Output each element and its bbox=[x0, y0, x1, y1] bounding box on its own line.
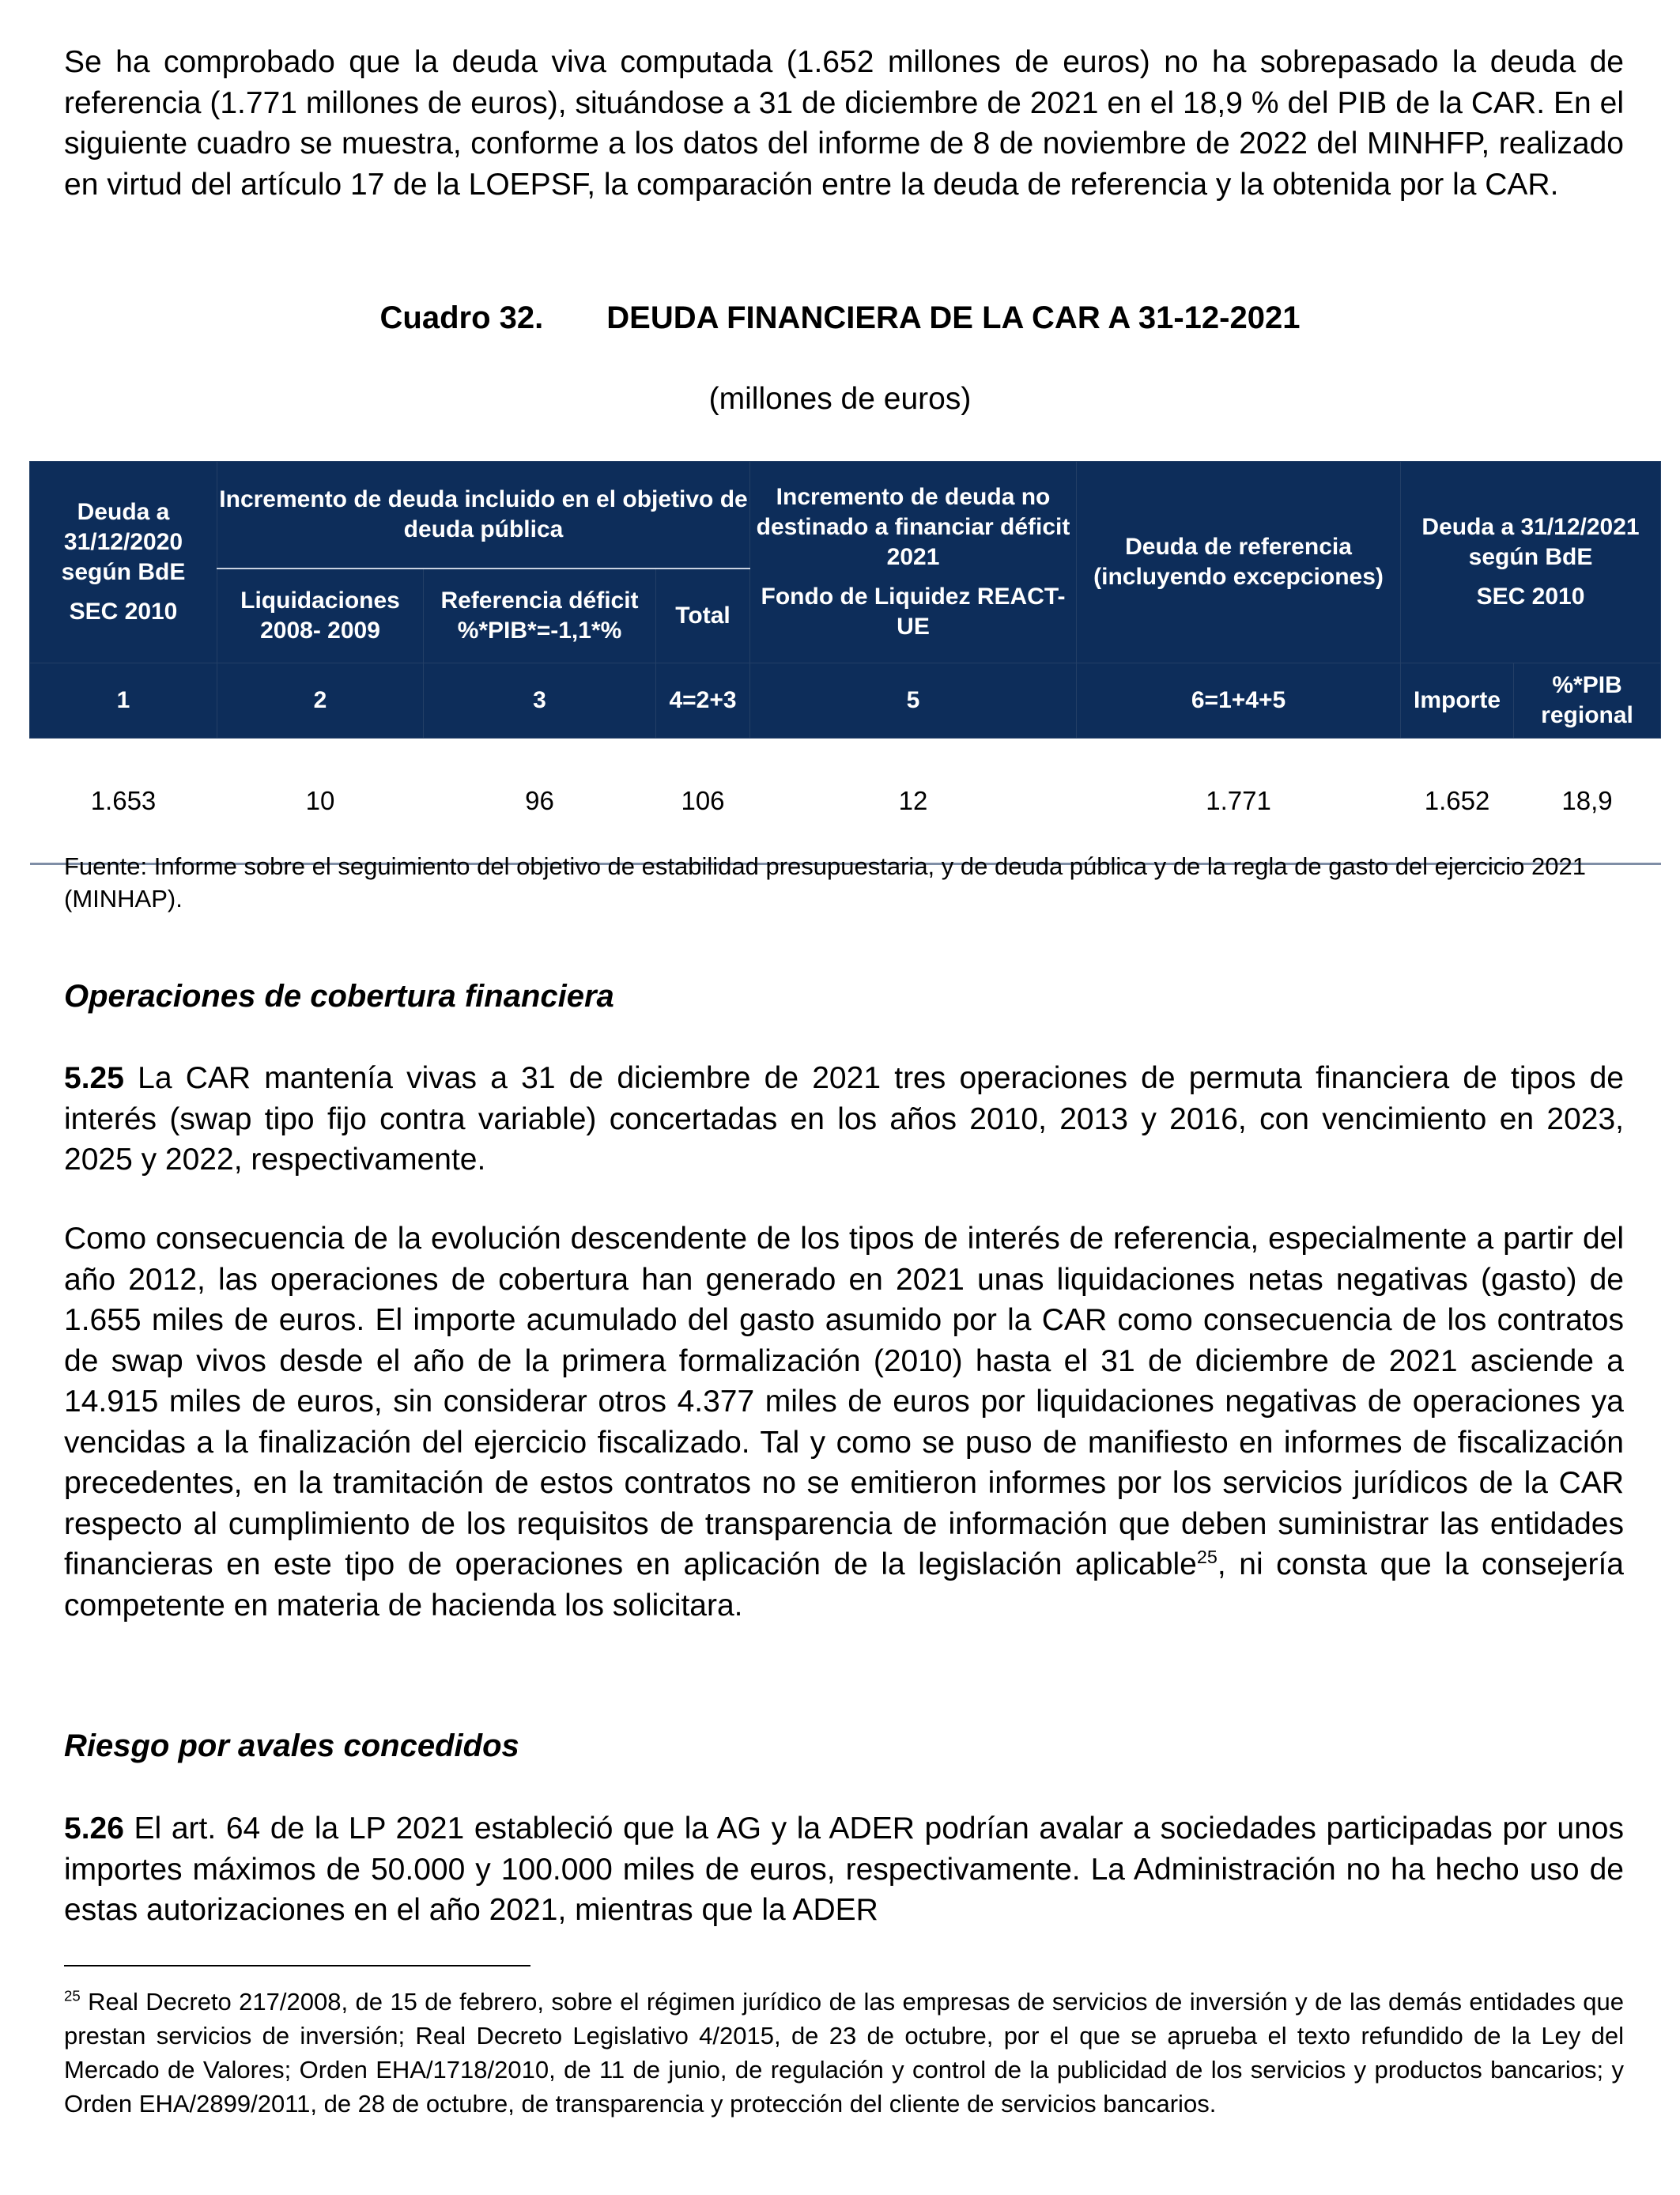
paragraph-swap: Como consecuencia de la evolución descendente de los tipos de interés de referencia, especialmente a partir del año 2012, las operaciones de cobertura han generado en 2021 unas liquidaciones netas negativas (gasto) de 1.655 miles de euros. El importe acumulado del gasto asumido por la CAR como consecuencia de los contratos de swap vivos desde el año de la primera formalización (2010) hasta el 31 de diciembre de 2021 asciende a 14.915 miles de euros, sin considerar otros 4.377 miles de euros por liquidaciones negativas de operaciones ya vencidas a la finalización del ejercicio fiscalizado. Tal y como se puso de manifiesto en informes de fiscalización precedentes, en la tramitación de estos contratos no se emitieron informes por los servicios jurídicos de la CAR respecto al cumplimiento de los requisitos de transparencia de información que deben suministrar las entidades financieras en este tipo de operaciones en aplicación de la legislación aplicable$^{25}$, ni consta que la consejería competente en materia de hacienda los solicitara. bbox=[64, 1222, 1624, 1623]
col-num: Importe bbox=[1401, 663, 1514, 739]
debt-table bbox=[29, 461, 1661, 865]
paragraph-5-26: 5.26 El art. 64 de la LP 2021 estableció que la AG y la ADER podrían avalar a sociedades participadas por unos importes máximos de 50.000 y 100.000 miles de euros, respectivamente. La Administración no ha hecho uso de estas autorizaciones en el año 2021, mientras que la ADER bbox=[64, 1812, 1624, 1927]
paragraph-5-25: 5.25 La CAR mantenía vivas a 31 de diciembre de 2021 tres operaciones de permuta financiera de tipos de interés (swap tipo fijo contra variable) concertadas en los años 2010, 2013 y 2016, con vencimiento en 2023, 2025 y 2022, respectivamente. bbox=[64, 1061, 1624, 1177]
col-num: 2 bbox=[217, 663, 424, 739]
table-title bbox=[0, 300, 1680, 336]
header-referencia-deficit: Referencia déficit %*PIB*=-1,1*% bbox=[424, 569, 656, 663]
col-num: 4=2+3 bbox=[656, 663, 750, 739]
footnote-divider bbox=[64, 1965, 530, 1966]
header-deuda-2021: Deuda a 31/12/2021 según BdE SEC 2010 bbox=[1401, 462, 1661, 663]
heading-cobertura: Operaciones de cobertura financiera bbox=[64, 979, 614, 1014]
footnote-ref: 25 bbox=[1196, 1547, 1218, 1567]
table-number: Cuadro 32. bbox=[379, 300, 544, 335]
paragraph-number: 5.26 bbox=[64, 1812, 124, 1846]
paragraph-number: 5.25 bbox=[64, 1061, 124, 1095]
col-num: 5 bbox=[750, 663, 1077, 739]
col-num: 3 bbox=[424, 663, 656, 739]
cell: 106 bbox=[681, 785, 725, 815]
header-no-destinado: Incremento de deuda no destinado a financiar déficit 2021 Fondo de Liquidez REACT-UE bbox=[750, 462, 1077, 663]
cell: 1.771 bbox=[1206, 785, 1271, 815]
header-incremento: Incremento de deuda incluido en el objetivo de deuda pública bbox=[217, 462, 750, 569]
cell: 18,9 bbox=[1561, 785, 1613, 815]
col-num: 1 bbox=[30, 663, 217, 739]
table-title-text: DEUDA FINANCIERA DE LA CAR A 31-12-2021 bbox=[606, 300, 1301, 335]
cell: 96 bbox=[525, 785, 554, 815]
col-num: %*PIB regional bbox=[1514, 663, 1661, 739]
table-row bbox=[30, 739, 1661, 864]
heading-avales: Riesgo por avales concedidos bbox=[64, 1728, 519, 1763]
col-num: 6=1+4+5 bbox=[1077, 663, 1401, 739]
table-units: (millones de euros) bbox=[708, 382, 972, 416]
intro-paragraph: Se ha comprobado que la deuda viva computada (1.652 millones de euros) no ha sobrepasado la deuda de referencia (1.771 millones de euros), situándose a 31 de diciembre de 2021 en el 18,9 % del PIB de la CAR. En el siguiente cuadro se muestra, conforme a los datos del informe de 8 de noviembre de 2022 del MINHFP, realizado en virtud del artículo 17 de la LOEPSF, la comparación entre la deuda de referencia y la obtenida por la CAR. bbox=[64, 45, 1624, 202]
footnote: $^{25}$ Real Decreto 217/2008, de 15 de febrero, sobre el régimen jurídico de las empresas de servicios de inversión y de las demás entidades que prestan servicios de inversión; Real Decreto Legislativo 4/2015, de 23 de octubre, por el que se aprueba el texto refundido de la Ley del Mercado de Valores; Orden EHA/1718/2010, de 11 de junio, de regulación y control de la publicidad de los servicios y productos bancarios; y Orden EHA/2899/2011, de 28 de octubre, de transparencia y protección del cliente de servicios bancarios. bbox=[64, 1987, 1624, 2118]
table-source: Fuente: Informe sobre el seguimiento del objetivo de estabilidad presupuestaria, y de deuda pública y de la regla de gasto del ejercicio 2021 (MINHAP). bbox=[64, 852, 1586, 912]
header-deuda-2020: Deuda a 31/12/2020 según BdE SEC 2010 bbox=[30, 462, 217, 663]
cell: 10 bbox=[305, 785, 335, 815]
cell: 1.652 bbox=[1424, 785, 1490, 815]
header-total: Total bbox=[656, 569, 750, 663]
cell: 1.653 bbox=[90, 785, 157, 815]
header-deuda-referencia: Deuda de referencia (incluyendo excepciones) bbox=[1077, 462, 1401, 663]
cell: 12 bbox=[898, 785, 928, 815]
header-liquidaciones: Liquidaciones 2008- 2009 bbox=[217, 569, 424, 663]
